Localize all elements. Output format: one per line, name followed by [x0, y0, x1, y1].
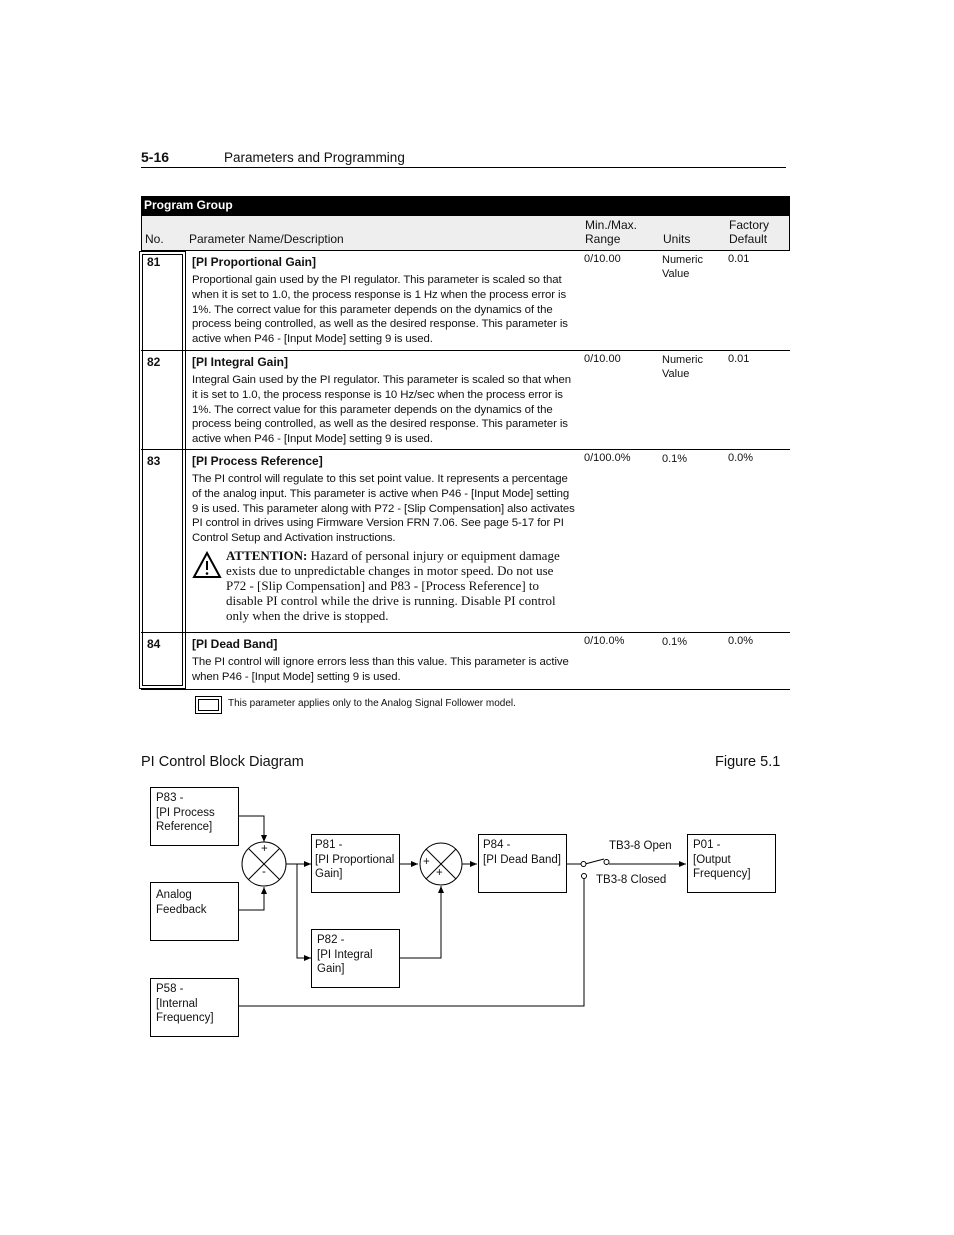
- sum1-sign-top: +: [261, 843, 268, 855]
- legend-text: This parameter applies only to the Analog Signal Follower model.: [228, 698, 516, 709]
- block-line: Gain]: [317, 963, 345, 975]
- units-line: 0.1%: [662, 636, 688, 648]
- section-title: Parameters and Programming: [224, 150, 405, 165]
- param-number: 83: [147, 454, 161, 468]
- switch-blade: [585, 859, 604, 864]
- sum2-sign-left: +: [423, 856, 430, 868]
- param-title: [PI Proportional Gain]: [192, 255, 317, 269]
- block-line: P82 -: [317, 934, 345, 946]
- block-line: [Output: [693, 853, 731, 866]
- wire-p82-sum2: [399, 886, 441, 958]
- block-line: Frequency]: [693, 868, 751, 880]
- param-number: 81: [147, 255, 161, 269]
- col-default-2: Default: [729, 232, 768, 246]
- sum1-sign-bottom: -: [262, 866, 266, 878]
- col-default-1: Factory: [729, 218, 770, 232]
- block-line: Analog: [156, 889, 192, 901]
- block-p58: [150, 978, 239, 1037]
- block-line: P58 -: [156, 983, 184, 995]
- block-analog-feedback: [150, 882, 239, 941]
- units-line: Value: [662, 368, 690, 380]
- param-description: Proportional gain used by the PI regulator. This parameter is scaled so that when it is set to 1.0, the process response is 1 Hz when the process error is 1%. The correct value for this parameter depends on the dynamics of the process being controlled, as well as the desired response. This parameter is active when P46 - [Input Mode] setting 9 is used.: [192, 274, 568, 346]
- wire-p83-sum1: [238, 816, 264, 842]
- param-default: 0.0%: [728, 635, 754, 647]
- col-name: Parameter Name/Description: [189, 232, 344, 246]
- switch-contact-closed: [582, 874, 587, 879]
- param-default: 0.0%: [728, 452, 754, 464]
- page-number: 5-16: [141, 149, 170, 165]
- attention-label: ATTENTION:: [226, 548, 308, 563]
- units-line: Numeric: [662, 254, 703, 266]
- col-units: Units: [663, 232, 691, 246]
- block-line: P83 -: [156, 792, 184, 804]
- units-line: Value: [662, 268, 690, 280]
- block-line: P84 -: [483, 839, 511, 851]
- wire-p58-switch: [238, 879, 584, 1006]
- block-line: [PI Proportional: [315, 853, 395, 866]
- block-p83: [150, 787, 239, 846]
- block-p81: [311, 834, 400, 893]
- block-line: Frequency]: [156, 1012, 214, 1024]
- block-line: Reference]: [156, 821, 213, 833]
- wire-feedback-sum1: [238, 887, 264, 910]
- param-description: Integral Gain used by the PI regulator. This parameter is scaled so that when it is set to 1.0, the process response is 10 Hz/sec when the process error is 1%. The correct value for this parameter depends on the dynamics of the process being controlled, as well as the desired response. This parameter is active when P46 - [Input Mode] setting 9 is used.: [192, 374, 571, 446]
- block-line: [PI Process: [156, 806, 215, 819]
- param-title: [PI Process Reference]: [192, 454, 323, 468]
- switch-closed-label: TB3-8 Closed: [596, 874, 667, 886]
- param-number: 82: [147, 355, 161, 369]
- figure-number: Figure 5.1: [715, 754, 781, 770]
- param-default: 0.01: [728, 253, 750, 265]
- units-line: Numeric: [662, 354, 703, 366]
- block-line: P81 -: [315, 839, 343, 851]
- param-description: The PI control will ignore errors less than this value. This parameter is active when P46 - [Input Mode] setting 9 is used.: [192, 656, 569, 683]
- block-p82: [311, 929, 400, 988]
- col-range-1: Min./Max.: [585, 218, 638, 232]
- block-line: [PI Integral: [317, 948, 373, 961]
- block-line: Gain]: [315, 868, 343, 880]
- param-title: [PI Dead Band]: [192, 637, 278, 651]
- param-default: 0.01: [728, 353, 750, 365]
- block-p84: [478, 834, 567, 893]
- wire-sum1-p82: [297, 864, 311, 958]
- block-line: P01 -: [693, 839, 721, 851]
- figure-title: PI Control Block Diagram: [141, 754, 304, 770]
- switch-open-label: TB3-8 Open: [609, 840, 672, 852]
- param-description: The PI control will regulate to this set point value. It represents a percentage of the analog input. This parameter is active when P46 - [Input Mode] setting 9 is used. This parameter along with P72 - [Slip Compensation] also activates PI control in drives using Firmware Version FRN 7.06. See page 5-17 for PI Control Setup and Activation instructions.: [192, 473, 575, 545]
- param-number: 84: [147, 637, 161, 651]
- col-range-2: Range: [585, 232, 621, 246]
- param-range: 0/10.0%: [584, 635, 625, 647]
- sum2-sign-bottom: +: [436, 867, 443, 879]
- col-no: No.: [145, 232, 164, 246]
- param-range: 0/100.0%: [584, 452, 631, 464]
- param-title: [PI Integral Gain]: [192, 355, 289, 369]
- switch-contact-a: [581, 862, 586, 867]
- param-range: 0/10.00: [584, 253, 621, 265]
- attention-text: Hazard of personal injury or equipment damage exists due to unpredictable changes in motor speed. Do not use P72 - [Slip Compensation] and P83 - [Process Reference] to disable PI control while the drive is running. Disable PI control only when the drive is stopped.: [226, 548, 560, 623]
- units-line: 0.1%: [662, 453, 688, 465]
- param-range: 0/10.00: [584, 353, 621, 365]
- switch-contact-b: [604, 860, 609, 865]
- block-line: [Internal: [156, 997, 198, 1010]
- block-line: Feedback: [156, 903, 207, 916]
- block-line: [PI Dead Band]: [483, 853, 561, 866]
- program-group-bar: Program Group: [141, 196, 790, 216]
- block-p01: [687, 834, 776, 893]
